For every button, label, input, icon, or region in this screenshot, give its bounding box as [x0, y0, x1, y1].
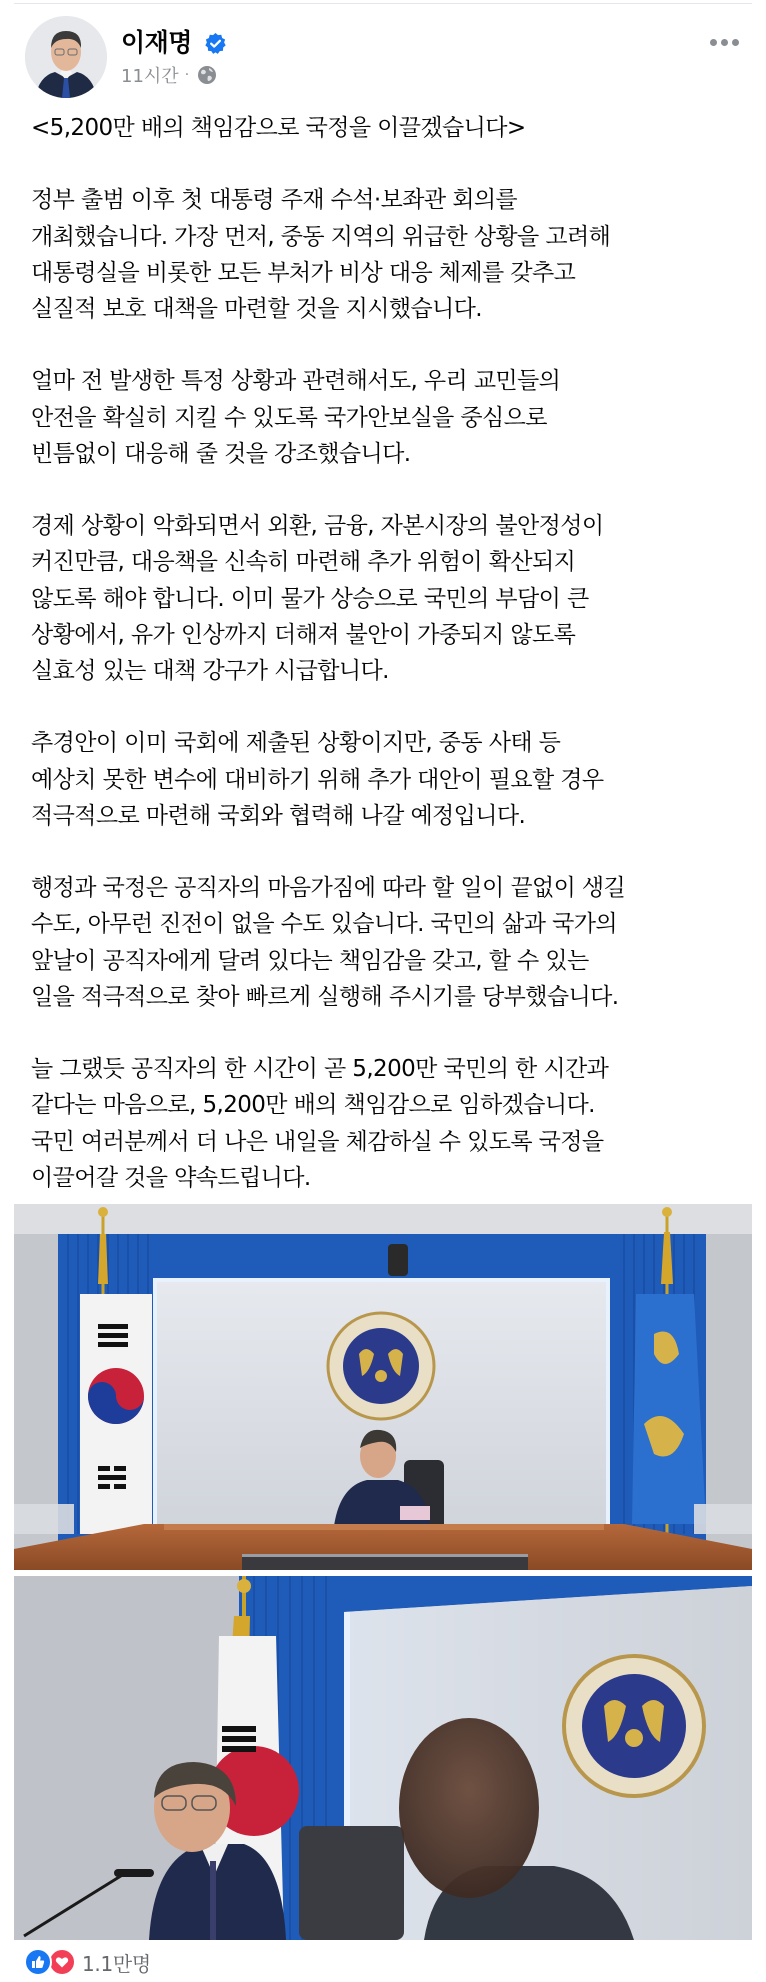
text-line: 빈틈없이 대응해 줄 것을 강조했습니다.: [31, 440, 411, 467]
text-line: 개최했습니다. 가장 먼저, 중동 지역의 위급한 상황을 고려해: [31, 223, 611, 250]
text-line: 않도록 해야 합니다. 이미 물가 상승으로 국민의 부담이 큰: [31, 585, 589, 612]
meta-separator: ·: [184, 67, 190, 83]
verified-badge-icon: [204, 32, 227, 55]
post-title: <5,200만 배의 책임감으로 국정을 이끌겠습니다>: [31, 115, 526, 141]
top-divider: [14, 3, 752, 4]
text-line: 대통령실을 비롯한 모든 부처가 비상 대응 체제를 갖추고: [31, 259, 576, 286]
more-options-button[interactable]: [704, 30, 744, 54]
text-line: 예상치 못한 변수에 대비하기 위해 추가 대안이 필요할 경우: [31, 766, 604, 793]
text-line: 얼마 전 발생한 특정 상황과 관련해서도, 우리 교민들의: [31, 368, 561, 395]
text-line: 행정과 국정은 공직자의 마음가짐에 따라 할 일이 끝없이 생길: [31, 875, 626, 902]
globe-icon[interactable]: [197, 65, 217, 85]
more-dot-icon: [710, 39, 717, 46]
more-dot-icon: [732, 39, 739, 46]
speaking-photo-icon: [14, 1576, 752, 1940]
more-dot-icon: [721, 39, 728, 46]
text-line: 안전을 확실히 지킬 수 있도록 국가안보실을 중심으로: [31, 404, 547, 431]
like-icon: [24, 1948, 52, 1976]
love-icon: [48, 1948, 76, 1976]
post-body: [31, 110, 751, 1232]
reactions-summary[interactable]: [24, 1948, 151, 1976]
post-timestamp[interactable]: 11시간: [121, 66, 179, 87]
reaction-count[interactable]: 1.1만명: [82, 1951, 151, 1976]
avatar-portrait-icon: [25, 16, 107, 98]
post-meta: [121, 62, 217, 88]
text-line: 실효성 있는 대책 강구가 시급합니다.: [31, 658, 389, 684]
text-line: 상황에서, 유가 인상까지 더해져 불안이 가중되지 않도록: [31, 621, 576, 648]
text-line: 같다는 마음으로, 5,200만 배의 책임감으로 임하겠습니다.: [31, 1092, 595, 1119]
paragraph-3: [31, 508, 751, 689]
text-line: 적극적으로 마련해 국회와 협력해 나갈 예정입니다.: [31, 802, 526, 829]
text-line: 수도, 아무런 진전이 없을 수도 있습니다. 국민의 삶과 국가의: [31, 911, 617, 938]
author-avatar[interactable]: [25, 16, 107, 98]
post-photo-2[interactable]: [14, 1576, 752, 1940]
text-line: 앞날이 공직자에게 달려 있다는 책임감을 갖고, 할 수 있는: [31, 947, 589, 974]
paragraph-4: [31, 725, 751, 834]
paragraph-1: [31, 182, 751, 327]
meeting-room-photo-icon: [14, 1204, 752, 1570]
text-line: 국민 여러분께서 더 나은 내일을 체감하실 수 있도록 국정을: [31, 1128, 604, 1155]
text-line: 커진만큼, 대응책을 신속히 마련해 추가 위험이 확산되지: [31, 549, 576, 576]
paragraph-5: [31, 870, 751, 1015]
text-line: 늘 그랬듯 공직자의 한 시간이 곧 5,200만 국민의 한 시간과: [31, 1056, 609, 1083]
paragraph-6: [31, 1051, 751, 1196]
paragraph-2: [31, 363, 751, 472]
text-line: 이끌어갈 것을 약속드립니다.: [31, 1164, 311, 1191]
author-name[interactable]: 이재명: [121, 28, 192, 57]
text-line: 경제 상황이 악화되면서 외환, 금융, 자본시장의 불안정성이: [31, 513, 604, 540]
text-line: 추경안이 이미 국회에 제출된 상황이지만, 중동 사태 등: [31, 730, 561, 757]
text-line: 정부 출범 이후 첫 대통령 주재 수석·보좌관 회의를: [31, 187, 518, 214]
post-photo-1[interactable]: [14, 1204, 752, 1570]
text-line: 일을 적극적으로 찾아 빠르게 실행해 주시기를 당부했습니다.: [31, 983, 619, 1010]
text-line: 실질적 보호 대책을 마련할 것을 지시했습니다.: [31, 296, 483, 322]
